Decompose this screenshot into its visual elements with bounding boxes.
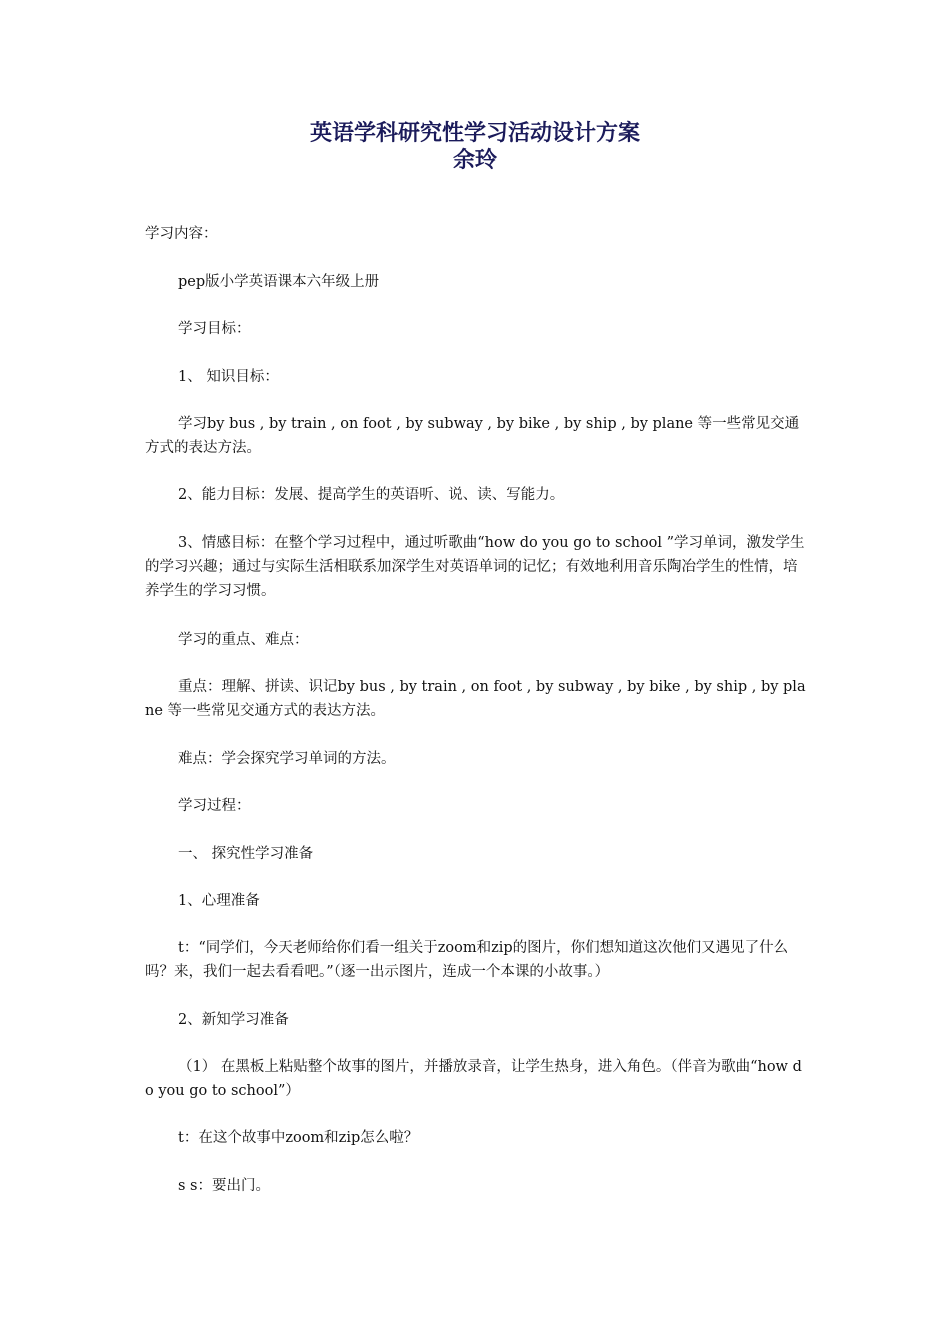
paragraph-difficulty: 难点：学会探究学习单词的方法。 bbox=[178, 751, 396, 767]
paragraph-emotional-goal: 3、情感目标：在整个学习过程中，通过听歌曲“how do you go to school ”学习单词，激发学生的学习兴趣；通过与实际生活相联系加深学生对英语单词的记忆；有效地利用音乐陶冶学生的性情，培养学生的学习习惯。 bbox=[145, 535, 805, 599]
paragraph-student-answer: s s：要出门。 bbox=[178, 1178, 270, 1194]
paragraph-key-points-heading: 学习的重点、难点： bbox=[178, 632, 309, 648]
document-author: 余玲 bbox=[452, 148, 497, 173]
paragraph-learning-goals-heading: 学习目标： bbox=[178, 321, 251, 337]
paragraph-process-heading: 学习过程： bbox=[178, 798, 251, 814]
paragraph-knowledge-goal-detail: 学习by bus , by train , on foot , by subway , by bike , by ship , by plane 等一些常见交通方式的表达方法。 bbox=[145, 416, 800, 456]
paragraph-textbook: pep版小学英语课本六年级上册 bbox=[178, 274, 380, 290]
paragraph-section-one: 一、 探究性学习准备 bbox=[178, 846, 314, 862]
paragraph-ability-goal: 2、能力目标：发展、提高学生的英语听、说、读、写能力。 bbox=[178, 487, 565, 503]
paragraph-learning-content-heading: 学习内容： bbox=[145, 226, 218, 242]
paragraph-step-one: （1） 在黑板上粘贴整个故事的图片，并播放录音，让学生热身，进入角色。（伴音为歌曲“how do you go to school”） bbox=[145, 1059, 802, 1099]
paragraph-teacher-intro: t：“同学们，今天老师给你们看一组关于zoom和zip的图片，你们想知道这次他们又遇见了什么吗？来，我们一起去看看吧。”（逐一出示图片，连成一个本课的小故事。） bbox=[145, 940, 789, 980]
paragraph-new-knowledge-preparation: 2、新知学习准备 bbox=[178, 1012, 289, 1028]
paragraph-psychological-preparation: 1、心理准备 bbox=[178, 893, 260, 909]
title-block bbox=[0, 120, 950, 174]
paragraph-key-points: 重点：理解、拼读、识记by bus , by train , on foot , by subway , by bike , by ship , by plane 等一些常见交通方式的表达方法。 bbox=[145, 679, 806, 719]
paragraph-teacher-question: t：在这个故事中zoom和zip怎么啦？ bbox=[178, 1130, 419, 1146]
document-title: 英语学科研究性学习活动设计方案 bbox=[309, 121, 640, 146]
paragraph-knowledge-goal: 1、 知识目标： bbox=[178, 369, 279, 385]
